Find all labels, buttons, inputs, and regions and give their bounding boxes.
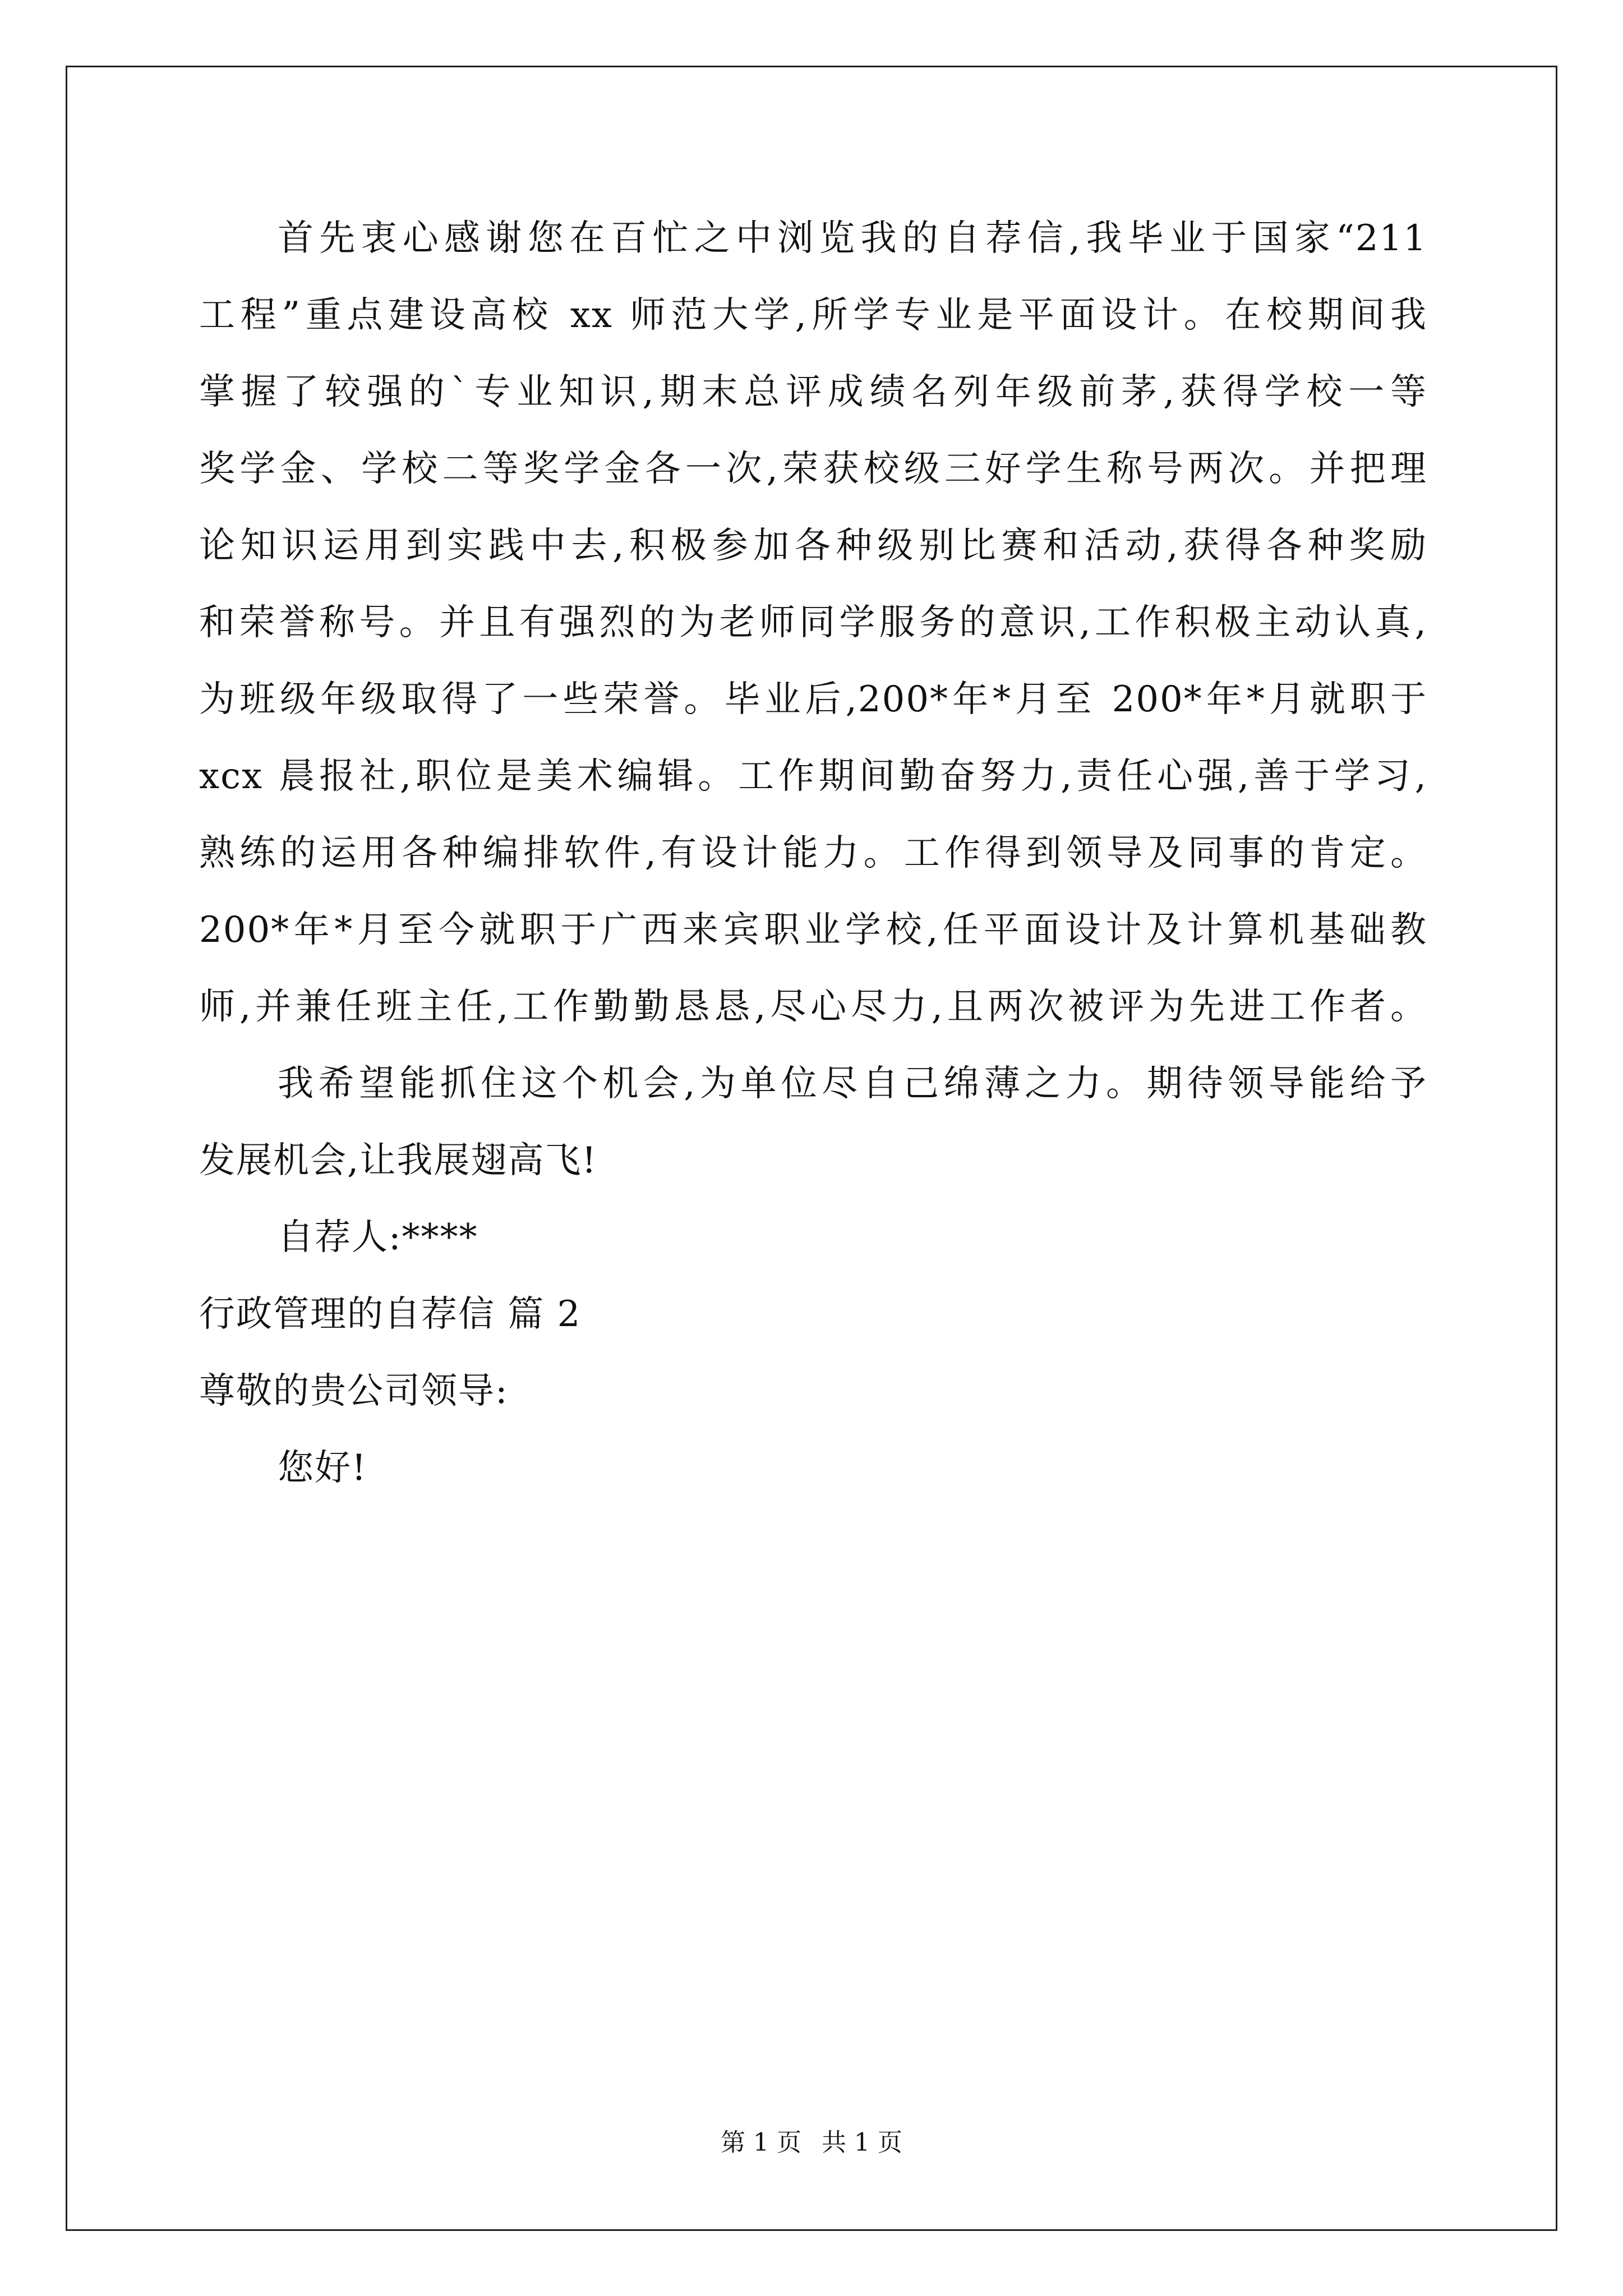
paragraph-1-line-8: xcx 晨报社,职位是美术编辑。工作期间勤奋努力,责任心强,善于学习, bbox=[199, 756, 1427, 797]
greeting: 您好! bbox=[278, 1447, 367, 1489]
paragraph-1-line-4: 奖学金、学校二等奖学金各一次,荣获校级三好学生称号两次。并把理 bbox=[199, 448, 1427, 490]
page-total: 共 1 页 bbox=[822, 2128, 902, 2157]
paragraph-2-line-2: 发展机会,让我展翅高飞! bbox=[199, 1140, 598, 1181]
paragraph-1-line-10: 200*年*月至今就职于广西来宾职业学校,任平面设计及计算机基础教 bbox=[199, 909, 1427, 951]
paragraph-2-line-1: 我希望能抓住这个机会,为单位尽自己绵薄之力。期待领导能给予 bbox=[278, 1063, 1427, 1105]
paragraph-1-line-1: 首先衷心感谢您在百忙之中浏览我的自荐信,我毕业于国家“211 bbox=[278, 218, 1427, 259]
signature: 自荐人:**** bbox=[278, 1217, 478, 1258]
salutation: 尊敬的贵公司领导: bbox=[199, 1370, 509, 1412]
page-number: 第 1 页 bbox=[721, 2128, 801, 2157]
paragraph-1-line-5: 论知识运用到实践中去,积极参加各种级别比赛和活动,获得各种奖励 bbox=[199, 525, 1427, 567]
paragraph-1-line-6: 和荣誉称号。并且有强烈的为老师同学服务的意识,工作积极主动认真, bbox=[199, 602, 1427, 643]
paragraph-1-line-11: 师,并兼任班主任,工作勤勤恳恳,尽心尽力,且两次被评为先进工作者。 bbox=[199, 986, 1427, 1028]
paragraph-1-line-3: 掌握了较强的`专业知识,期末总评成绩名列年级前茅,获得学校一等 bbox=[199, 371, 1427, 413]
section-title: 行政管理的自荐信 篇 2 bbox=[199, 1294, 582, 1335]
paragraph-1-line-2: 工程”重点建设高校 xx 师范大学,所学专业是平面设计。在校期间我 bbox=[199, 295, 1427, 336]
paragraph-1-line-7: 为班级年级取得了一些荣誉。毕业后,200*年*月至 200*年*月就职于 bbox=[199, 679, 1427, 720]
page-footer bbox=[0, 2127, 1623, 2159]
paragraph-1-line-9: 熟练的运用各种编排软件,有设计能力。工作得到领导及同事的肯定。 bbox=[199, 832, 1427, 874]
